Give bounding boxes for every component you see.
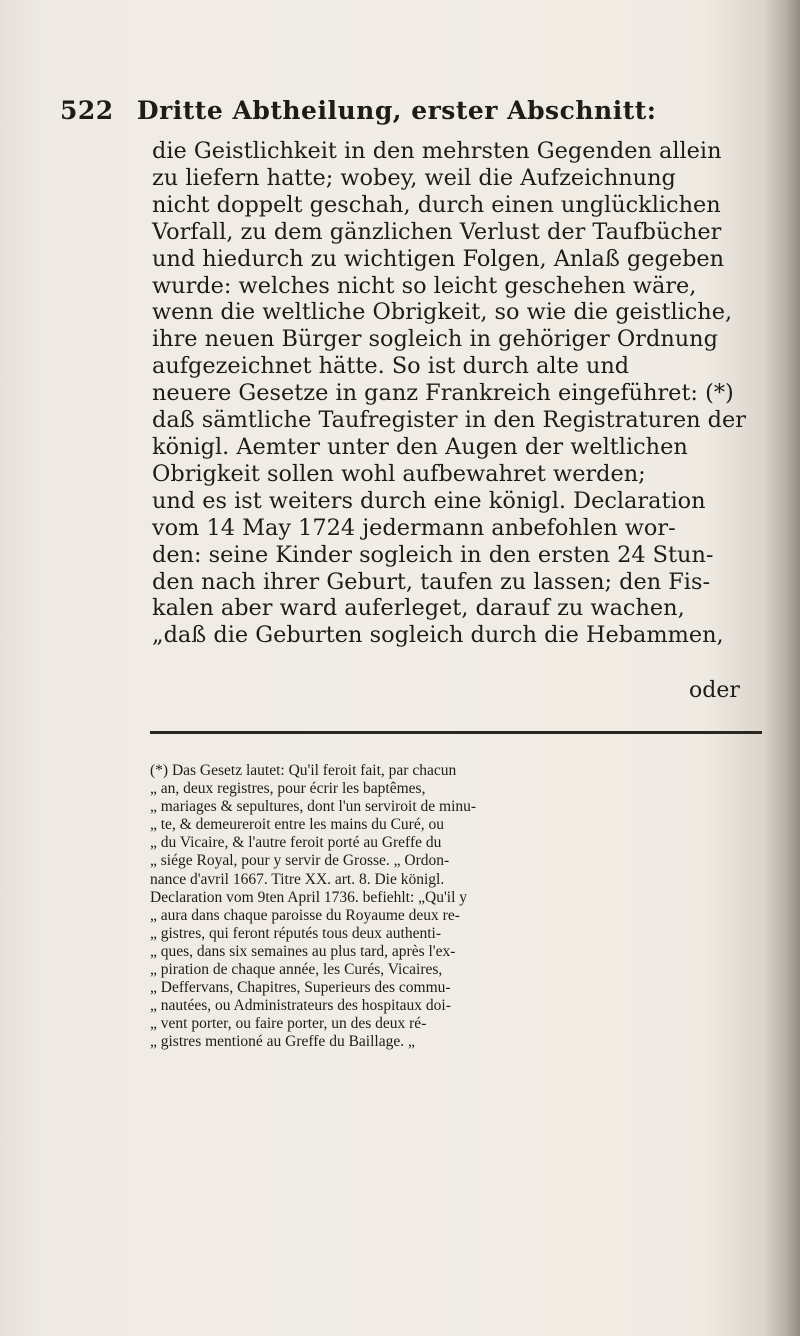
text-line: wurde: welches nicht so leicht geschehen wäre, bbox=[152, 272, 697, 299]
text-line: und es ist weiters durch eine königl. Declaration bbox=[152, 487, 706, 514]
main-text-block bbox=[152, 138, 744, 649]
footnote-line: „ nautées, ou Administrateurs des hospitaux doi- bbox=[150, 997, 451, 1015]
catchword: oder bbox=[689, 678, 740, 703]
footnote-line: „ aura dans chaque paroisse du Royaume deux re- bbox=[150, 906, 460, 924]
footnote-line: „ du Vicaire, & l'autre feroit porté au Greffe du bbox=[150, 834, 442, 852]
footnote-block bbox=[150, 762, 750, 1052]
footnote-line: „ Deffervans, Chapitres, Superieurs des commu- bbox=[150, 979, 451, 997]
footnote-line: „ an, deux registres, pour écrir les baptêmes, bbox=[150, 780, 426, 798]
text-line: ihre neuen Bürger sogleich in gehöriger Ordnung bbox=[152, 326, 718, 353]
footnote-line: nance d'avril 1667. Titre XX. art. 8. Die königl. bbox=[150, 870, 445, 888]
text-line: aufgezeichnet hätte. So ist durch alte und bbox=[152, 353, 630, 380]
running-title: Dritte Abtheilung, erster Abschnitt: bbox=[136, 96, 657, 125]
footnote-line: „ mariages & sepultures, dont l'un serviroit de minu- bbox=[150, 798, 477, 816]
footnote-line: „ vent porter, ou faire porter, un des deux ré- bbox=[150, 1015, 427, 1033]
text-line: neuere Gesetze in ganz Frankreich eingeführet: (*) bbox=[152, 380, 734, 407]
footnote-line: „ siége Royal, pour y servir de Grosse. „ Ordon- bbox=[150, 852, 450, 870]
footnote-separator-rule bbox=[150, 731, 762, 734]
running-header bbox=[60, 96, 700, 125]
footnote-line: Declaration vom 9ten April 1736. befiehlt: „Qu'il y bbox=[150, 888, 468, 906]
text-line: Vorfall, zu dem gänzlichen Verlust der Taufbücher bbox=[152, 218, 722, 245]
text-line: wenn die weltliche Obrigkeit, so wie die geistliche, bbox=[152, 299, 733, 326]
text-line: und hiedurch zu wichtigen Folgen, Anlaß gegeben bbox=[152, 245, 725, 272]
text-line: Obrigkeit sollen wohl aufbewahret werden; bbox=[152, 460, 646, 487]
text-line: nicht doppelt geschah, durch einen unglücklichen bbox=[152, 191, 721, 218]
text-line: den: seine Kinder sogleich in den ersten 24 Stun- bbox=[152, 541, 714, 568]
text-line: kalen aber ward auferleget, darauf zu wachen, bbox=[152, 595, 685, 622]
footnote-line: „ gistres mentioné au Greffe du Baillage. „ bbox=[150, 1033, 415, 1051]
footnote-line: (*) Das Gesetz lautet: Qu'il feroit fait, par chacun bbox=[150, 762, 457, 779]
page-number: 522 bbox=[60, 96, 114, 125]
footnote-line: „ ques, dans six semaines au plus tard, après l'ex- bbox=[150, 942, 456, 960]
text-line: daß sämtliche Taufregister in den Registraturen der bbox=[152, 407, 746, 434]
text-line: die Geistlichkeit in den mehrsten Gegenden allein bbox=[152, 138, 722, 164]
footnote-line: „ gistres, qui feront réputés tous deux authenti- bbox=[150, 924, 441, 942]
text-line: „daß die Geburten sogleich durch die Hebammen, bbox=[152, 622, 724, 649]
page-gutter-shadow bbox=[764, 0, 800, 1336]
text-line: den nach ihrer Geburt, taufen zu lassen; den Fis- bbox=[152, 568, 711, 595]
text-line: zu liefern hatte; wobey, weil die Aufzeichnung bbox=[152, 164, 676, 191]
text-line: königl. Aemter unter den Augen der weltlichen bbox=[152, 433, 688, 460]
footnote-line: „ te, & demeureroit entre les mains du Curé, ou bbox=[150, 816, 444, 834]
text-line: vom 14 May 1724 jedermann anbefohlen wor- bbox=[152, 514, 676, 541]
footnote-line: „ piration de chaque année, les Curés, Vicaires, bbox=[150, 961, 443, 979]
